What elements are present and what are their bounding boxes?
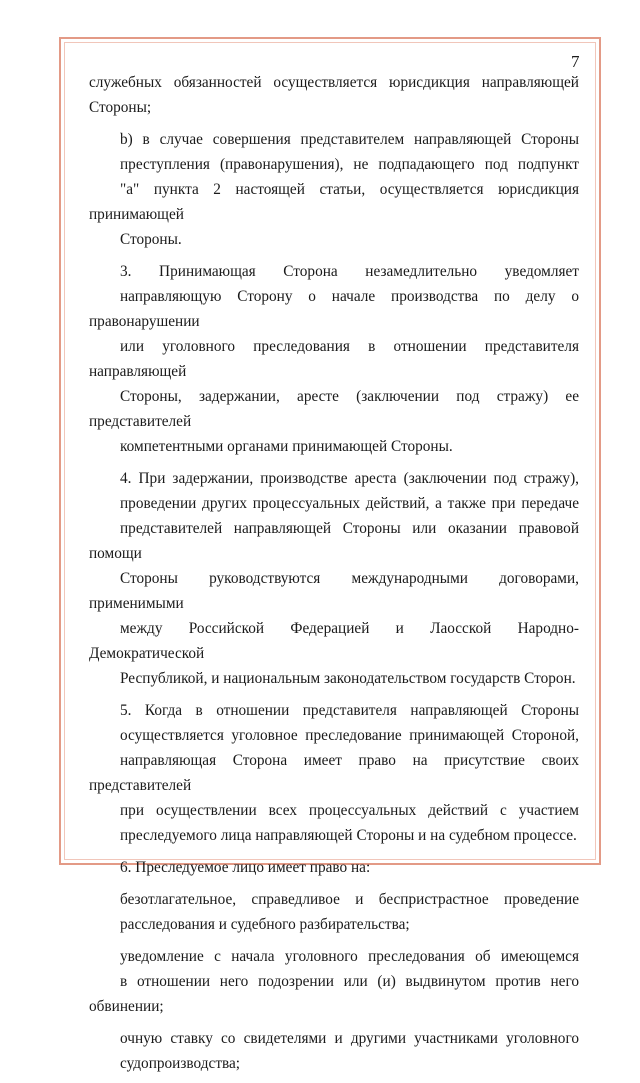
text-line: служебных обязанностей осуществляется юрисдикция направляющей (89, 74, 579, 91)
text-line: "а" пункта 2 настоящей статьи, осуществляется юрисдикция принимающей (89, 181, 579, 223)
text-line: уведомление с начала уголовного преследования об имеющемся (120, 948, 579, 965)
paragraph (89, 698, 579, 848)
text-line: 5. Когда в отношении представителя направляющей Стороны (120, 702, 579, 719)
text-line: осуществляется уголовное преследование принимающей Стороной, (120, 727, 579, 744)
text-line: направляющая Сторона имеет право на присутствие своих представителей (89, 752, 579, 794)
paragraph (89, 127, 579, 252)
text-line: Республикой, и национальным законодательством государств Сторон. (120, 670, 576, 687)
text-line: или уголовного преследования в отношении представителя направляющей (89, 338, 579, 380)
paragraph (89, 70, 579, 120)
paragraph (89, 887, 579, 937)
text-line: между Российской Федерацией и Лаосской Народно-Демократической (89, 620, 579, 662)
page-number: 7 (571, 52, 580, 71)
text-line: судопроизводства; (120, 1055, 241, 1072)
text-line: проведении других процессуальных действий, а также при передаче (120, 495, 579, 512)
paragraph (89, 259, 579, 459)
text-line: Стороны; (89, 99, 152, 116)
text-line: преследуемого лица направляющей Стороны и на судебном процессе. (120, 827, 577, 844)
text-line: Стороны. (120, 231, 182, 248)
text-line: Стороны, задержании, аресте (заключении под стражу) ее представителей (89, 388, 579, 430)
text-line: представителей направляющей Стороны или оказании правовой помощи (89, 520, 579, 562)
text-line: 4. При задержании, производстве ареста (заключении под стражу), (120, 470, 579, 487)
text-line: преступления (правонарушения), не подпадающего под подпункт (120, 156, 579, 173)
paragraph (89, 944, 579, 1019)
text-line: b) в случае совершения представителем направляющей Стороны (120, 131, 579, 148)
paragraph (89, 466, 579, 691)
text-line: очную ставку со свидетелями и другими участниками уголовного (120, 1030, 579, 1047)
text-line: при осуществлении всех процессуальных действий с участием (120, 802, 579, 819)
text-line: направляющую Сторону о начале производства по делу о правонарушении (89, 288, 579, 330)
text-line: в отношении него подозрении или (и) выдвинутом против него обвинении; (89, 973, 579, 1015)
text-line: компетентными органами принимающей Стороны. (120, 438, 453, 455)
text-line: Стороны руководствуются международными договорами, применимыми (89, 570, 579, 612)
paragraph (89, 855, 579, 880)
text-line: расследования и судебного разбирательства; (120, 916, 410, 933)
text-line: безотлагательное, справедливое и беспристрастное проведение (120, 891, 579, 908)
paragraph (89, 1026, 579, 1076)
document-body (89, 70, 579, 1083)
text-line: 6. Преследуемое лицо имеет право на: (120, 859, 371, 876)
text-line: 3. Принимающая Сторона незамедлительно уведомляет (120, 263, 579, 280)
